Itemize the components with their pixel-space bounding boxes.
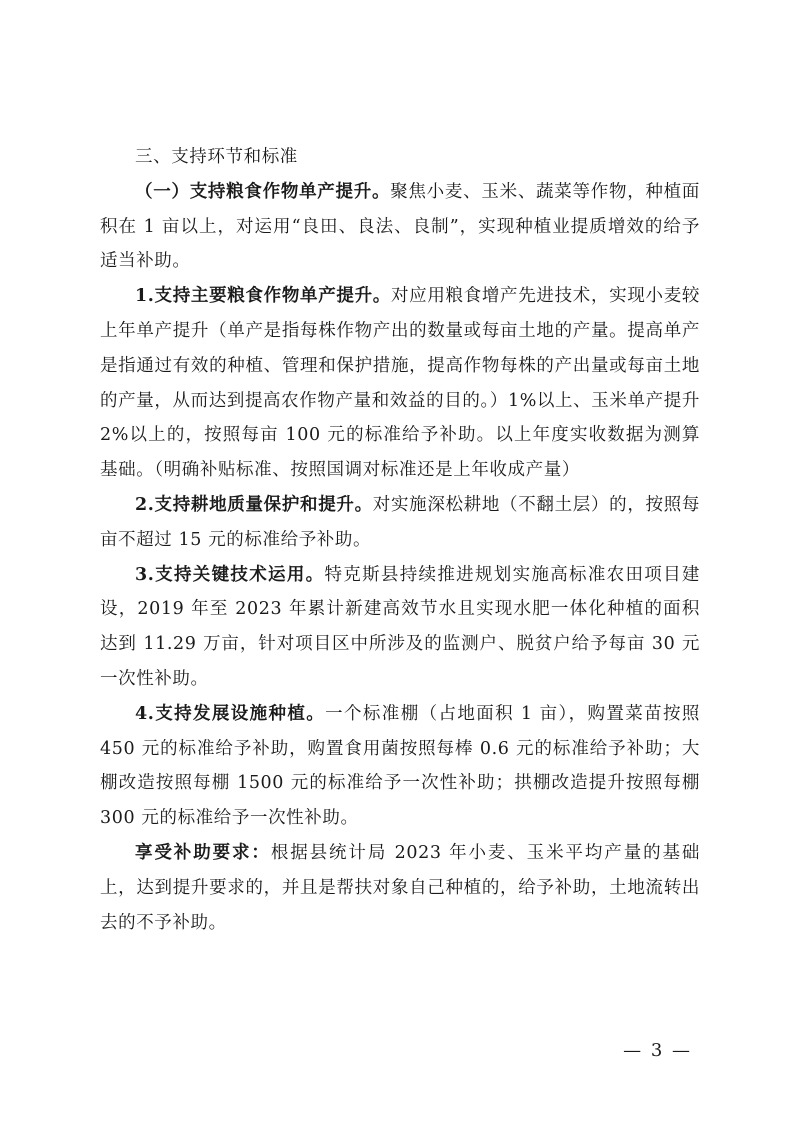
paragraph-text: 对实施深松耕地（不翻土层）的，按照每亩不超过 15 元的标准给予补助。 [100, 494, 700, 550]
paragraph-lead: （一）支持粮食作物单产提升。 [135, 181, 391, 202]
paragraph-lead: 1.支持主要粮食作物单产提升。 [135, 286, 391, 307]
document-body [100, 140, 700, 940]
paragraph-text: 根据县统计局 2023 年小麦、玉米平均产量的基础上，达到提升要求的，并且是帮扶对象自己种植的，给予补助，土地流转出去的不予补助。 [100, 842, 700, 933]
section-heading: 三、支持环节和标准 [135, 147, 298, 167]
paragraph-text: 聚焦小麦、玉米、蔬菜等作物，种植面积在 1 亩以上，对运用“良田、良法、良制”，实现种植业提质增效的给予适当补助。 [100, 181, 700, 272]
paragraph-grain-yield [100, 175, 700, 279]
paragraph-text: 对应用粮食增产先进技术，实现小麦较上年单产提升（单产是指每株作物产出的数量或每亩土地的产量。提高单产是指通过有效的种植、管理和保护措施，提高作物每株的产出量或每亩土地的产量，从而达到提高农作物产量和效益的目的。）1%以上、玉米单产提升 2%以上的，按照每亩 100 元的标准给予补助。以上年度实收数据为测算基础。（明确补贴标准、按照国调对标准还是上年收成产量） [100, 286, 700, 481]
paragraph-key-technology [100, 558, 700, 697]
paragraph-facility-planting [100, 697, 700, 836]
paragraph-farmland-quality [100, 488, 700, 558]
paragraph-lead: 享受补助要求： [135, 842, 271, 863]
paragraph-main-crops [100, 279, 700, 488]
paragraph-lead: 4.支持发展设施种植。 [135, 703, 326, 724]
paragraph-lead: 3.支持关键技术运用。 [135, 564, 325, 585]
paragraph-lead: 2.支持耕地质量保护和提升。 [135, 494, 373, 515]
paragraph-subsidy-requirements [100, 836, 700, 940]
paragraph-text: 特克斯县持续推进规划实施高标准农田项目建设，2019 年至 2023 年累计新建高效节水且实现水肥一体化种植的面积达到 11.29 万亩，针对项目区中所涉及的监测户、脱贫户给予每亩 30 元一次性补助。 [100, 564, 700, 689]
paragraph-text: 一个标准棚（占地面积 1 亩），购置菜苗按照 450 元的标准给予补助，购置食用菌按照每棒 0.6 元的标准给予补助；大棚改造按照每棚 1500 元的标准给予一次性补助；拱棚改造提升按照每棚 300 元的标准给予一次性补助。 [100, 703, 700, 829]
page-number: — 3 — [623, 1040, 692, 1061]
